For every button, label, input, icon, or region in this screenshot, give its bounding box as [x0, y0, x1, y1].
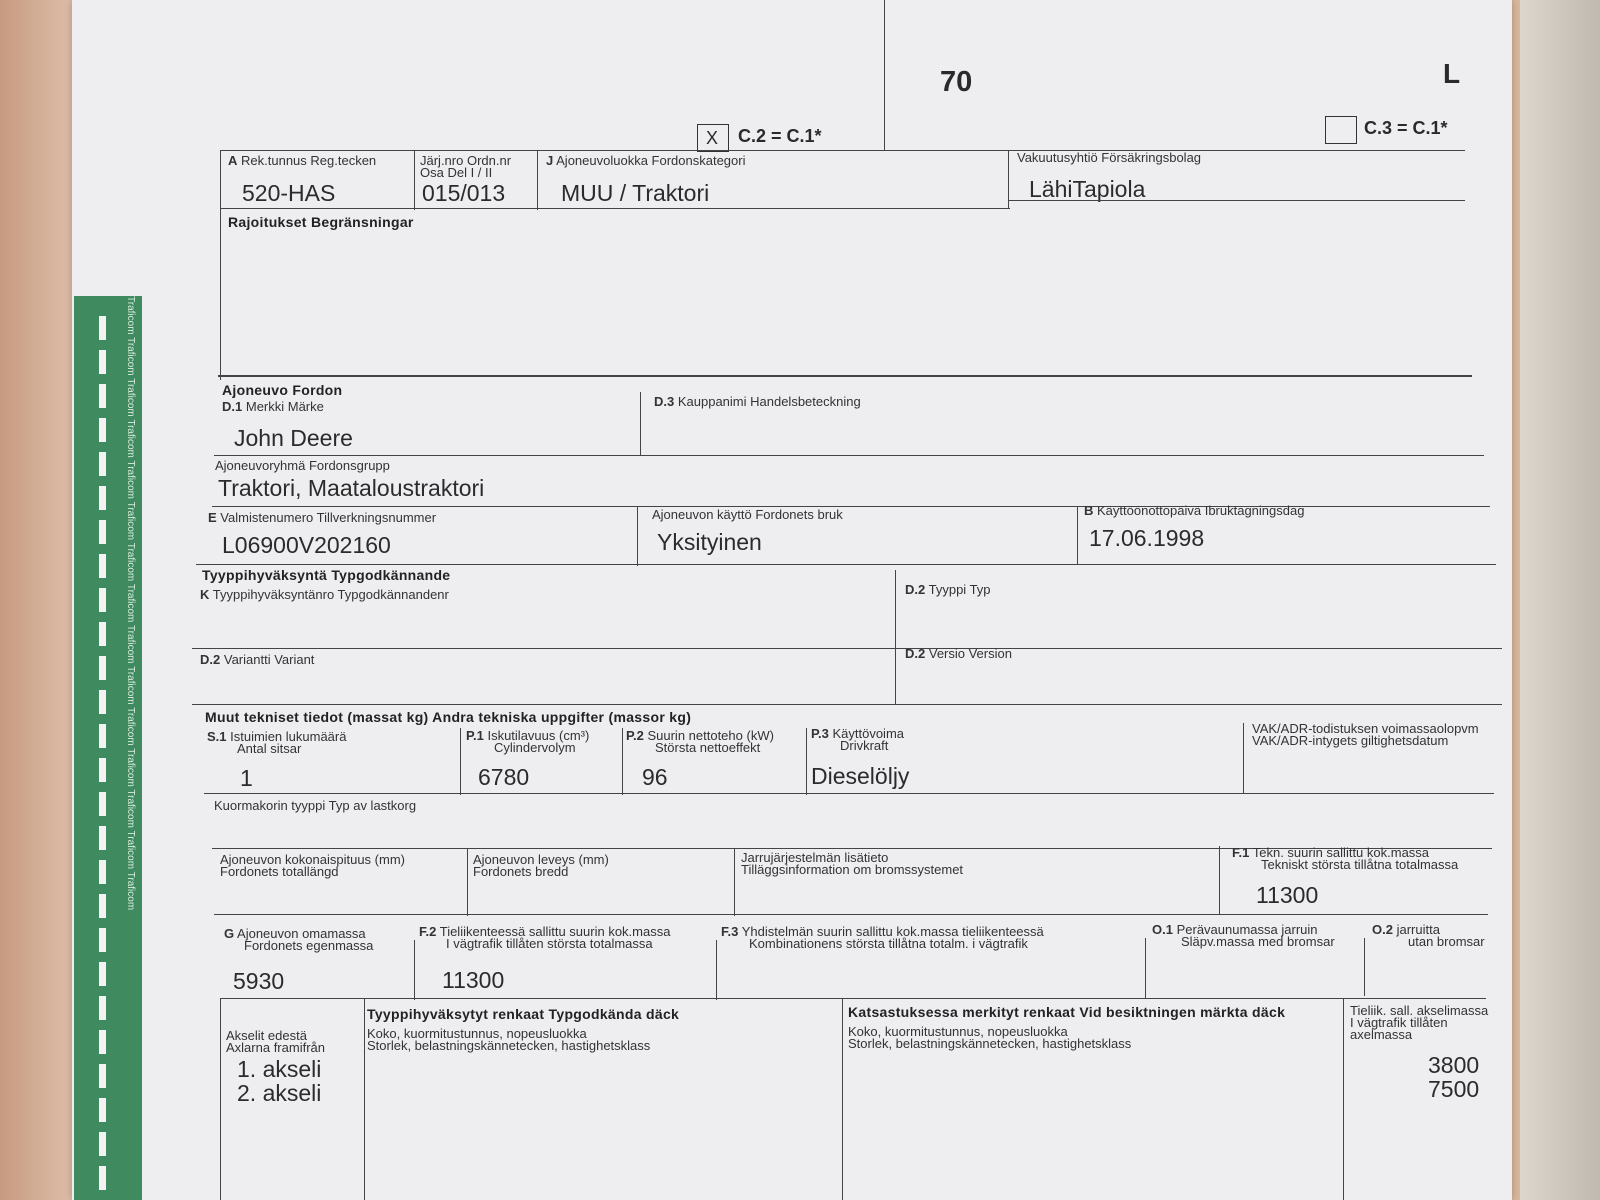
c3-label: C.3 = C.1*: [1364, 118, 1448, 138]
displacement-label-1: Iskutilavuus (cm³): [487, 728, 590, 743]
approval-number-label-text: Tyyppihyväksyntänro Typgodkännandenr: [212, 587, 449, 602]
approved-tires-label-2: Storlek, belastningskännetecken, hastighetsklass: [367, 1038, 651, 1053]
make-label: [222, 401, 324, 413]
insurer-label: Vakuutusyhtiö Försäkringsbolag: [1017, 150, 1202, 165]
f3-code: F.3: [721, 924, 739, 939]
technical-line-4: [220, 998, 1486, 999]
length-divider: [467, 848, 468, 916]
mass-divider: [414, 940, 415, 1000]
displacement-value: 6780: [478, 764, 530, 790]
variant-label-text: Variantti Variant: [223, 652, 315, 667]
axles-divider: [364, 998, 365, 1200]
seats-divider: [460, 728, 461, 795]
inspected-tires-title: Katsastuksessa merkityt renkaat Vid besiktningen märkta däck: [848, 1004, 1286, 1020]
f2-label-1: Tieliikenteessä sallittu suurin kok.massa: [439, 924, 671, 939]
f2-value: 11300: [442, 967, 505, 993]
reg-label-text: Rek.tunnus Reg.tecken: [241, 153, 377, 168]
restrictions-bottom-line: [218, 375, 1472, 377]
length-label-1: Ajoneuvon kokonaispituus (mm): [220, 852, 405, 867]
row1-bottom-line: [220, 208, 1010, 209]
use-divider: [1077, 506, 1078, 564]
first-use-code: B: [1084, 503, 1094, 518]
category-label: [546, 155, 745, 167]
stripe-dash: [99, 758, 106, 782]
stripe-dash: [99, 894, 106, 918]
mass-value: 5930: [233, 968, 285, 994]
brake-label-1: Jarrujärjestelmän lisätieto: [741, 850, 889, 865]
fuel-divider: [1243, 723, 1244, 793]
brake-label-2: Tilläggsinformation om bromssystemet: [741, 862, 964, 877]
row1-bottom-line-right: [1008, 200, 1465, 201]
stripe-dash: [99, 622, 106, 646]
type-label-text: Tyyppi Typ: [928, 582, 991, 597]
restrictions-title: Rajoitukset Begränsningar: [228, 214, 414, 230]
row1-top-line: [220, 150, 1465, 151]
use-label: Ajoneuvon käyttö Fordonets bruk: [652, 507, 843, 522]
displacement-label-2: Cylindervolym: [494, 740, 576, 755]
stripe-dash: [99, 1132, 106, 1156]
f3-divider: [1145, 938, 1146, 998]
mass-label-2: Fordonets egenmassa: [244, 938, 374, 953]
f1-value: 11300: [1256, 882, 1319, 908]
ordn-label-1: Järj.nro Ordn.nr: [420, 153, 512, 168]
background-right: [1520, 0, 1600, 1200]
reg-code: A: [228, 153, 238, 168]
power-value: 96: [642, 764, 668, 790]
make-bottom-line: [214, 455, 1484, 456]
technical-line-3: [214, 914, 1488, 915]
axles-label-2: Axlarna framifrån: [226, 1040, 325, 1055]
f1-label-1: Tekn. suurin sallittu kok.massa: [1252, 845, 1430, 860]
stripe-dash: [99, 1030, 106, 1054]
f3-label-2: Kombinationens största tillåtna totalm. i vägtrafik: [749, 936, 1028, 951]
vin-label: [208, 512, 436, 524]
stripe-dash: [99, 554, 106, 578]
o2-label-2: utan bromsar: [1408, 934, 1485, 949]
length-label-2: Fordonets totallängd: [220, 864, 339, 879]
brake-divider: [1219, 846, 1220, 914]
displacement-divider: [622, 728, 623, 795]
approval-line-2: [192, 704, 1502, 705]
vin-label-text: Valmistenumero Tillverkningsnummer: [220, 510, 437, 525]
approval-number-code: K: [200, 587, 210, 602]
version-code: D.2: [905, 646, 926, 661]
f1-label-2: Tekniskt största tillåtna totalmassa: [1261, 857, 1459, 872]
stripe-dash: [99, 690, 106, 714]
o1-label-2: Släpv.massa med bromsar: [1181, 934, 1335, 949]
power-label-2: Största nettoeffekt: [655, 740, 761, 755]
body-type-label: Kuormakorin tyyppi Typ av lastkorg: [214, 798, 417, 813]
stripe-dash: [99, 520, 106, 544]
stripe-dash: [99, 486, 106, 510]
tradename-label-text: Kauppanimi Handelsbeteckning: [677, 394, 861, 409]
stripe-dash: [99, 1098, 106, 1122]
f1-code: F.1: [1232, 845, 1250, 860]
approved-tires-divider: [842, 998, 843, 1200]
inspected-tires-label-2: Storlek, belastningskännetecken, hastighetsklass: [848, 1036, 1132, 1051]
axle-1: 1. akseli: [237, 1056, 322, 1082]
row1-div-2: [537, 150, 538, 210]
left-border: [220, 150, 221, 380]
first-use-label: [1084, 505, 1304, 517]
make-label-text: Merkki Märke: [245, 399, 324, 414]
o1-label-1: Perävaunumassa jarruin: [1176, 922, 1318, 937]
c3-checkbox[interactable]: [1325, 116, 1357, 144]
width-divider: [734, 848, 735, 916]
approval-line-1: [192, 648, 1502, 649]
f3-label-1: Yhdistelmän suurin sallittu kok.massa tieliikenteessä: [741, 924, 1044, 939]
approval-number-label: [200, 589, 449, 601]
c2-checkbox[interactable]: [697, 124, 729, 152]
width-label-2: Fordonets bredd: [473, 864, 569, 879]
c2-checkbox-mark: X: [706, 128, 719, 148]
fuel-value: Dieselöljy: [811, 763, 910, 789]
group-value: Traktori, Maataloustraktori: [218, 475, 485, 501]
stripe-dash: [99, 860, 106, 884]
approved-tires-title: Tyyppihyväksytyt renkaat Typgodkända däck: [367, 1006, 680, 1022]
stripe-dash: [99, 928, 106, 952]
stripe-dash: [99, 384, 106, 408]
stripe-dash: [99, 826, 106, 850]
axle-mass-2: 7500: [1428, 1076, 1480, 1102]
category-label-text: Ajoneuvoluokka Fordonskategori: [556, 153, 746, 168]
width-label-1: Ajoneuvon leveys (mm): [473, 852, 609, 867]
vak-label-2: VAK/ADR-intygets giltighetsdatum: [1252, 733, 1449, 748]
tradename-label: [654, 396, 861, 408]
form-letter: L: [1443, 58, 1461, 89]
fuel-code: P.3: [811, 726, 829, 741]
displacement-code: P.1: [466, 728, 484, 743]
technical-line-1: [204, 793, 1494, 794]
make-value: John Deere: [234, 425, 353, 451]
make-code: D.1: [222, 399, 243, 414]
mass-code: G: [224, 926, 235, 941]
first-use-value: 17.06.1998: [1089, 525, 1205, 551]
category-value: MUU / Traktori: [561, 180, 710, 206]
f2-code: F.2: [419, 924, 437, 939]
stripe-dash: [99, 724, 106, 748]
approved-tires-label-1: Koko, kuormitustunnus, nopeusluokka: [367, 1026, 587, 1041]
group-label: Ajoneuvoryhmä Fordonsgrupp: [215, 458, 390, 473]
axles-label-1: Akselit edestä: [226, 1028, 307, 1043]
top-divider: [884, 0, 885, 150]
fuel-label-2: Drivkraft: [840, 738, 889, 753]
vehicle-title: Ajoneuvo Fordon: [222, 382, 343, 398]
ordn-value: 015/013: [422, 180, 506, 206]
type-label: [905, 584, 991, 596]
inspected-tires-label-1: Koko, kuormitustunnus, nopeusluokka: [848, 1024, 1068, 1039]
reg-value: 520-HAS: [242, 180, 336, 206]
stripe-dash: [99, 452, 106, 476]
row1-div-1: [414, 150, 415, 210]
vin-value: L06900V202160: [222, 532, 391, 558]
o2-code: O.2: [1372, 922, 1393, 937]
use-value: Yksityinen: [657, 529, 762, 555]
o1-code: O.1: [1152, 922, 1173, 937]
technical-title: Muut tekniset tiedot (massat kg) Andra tekniska uppgifter (massor kg): [205, 709, 692, 725]
version-label-text: Versio Version: [928, 646, 1012, 661]
stripe-dash: [99, 418, 106, 442]
stripe-dash: [99, 1064, 106, 1088]
stripe-dash: [99, 350, 106, 374]
version-label: [905, 648, 1012, 660]
tires-left-border: [220, 998, 221, 1200]
c2-label: C.2 = C.1*: [738, 126, 822, 146]
stripe-dash: [99, 316, 106, 340]
tradename-code: D.3: [654, 394, 675, 409]
vak-label-1: VAK/ADR-todistuksen voimassaolopvm: [1252, 721, 1479, 736]
vin-code: E: [208, 510, 217, 525]
reg-label: [228, 155, 376, 167]
category-code: J: [546, 153, 554, 168]
axle-2: 2. akseli: [237, 1080, 322, 1106]
seats-label-1: Istuimien lukumäärä: [230, 729, 347, 744]
approval-divider: [895, 570, 896, 705]
stripe-dash: [99, 1166, 106, 1190]
axle-mass-label-1: Tieliik. sall. akselimassa: [1350, 1003, 1489, 1018]
seats-code: S.1: [207, 729, 227, 744]
make-divider: [640, 392, 641, 456]
mass-label-1: Ajoneuvon omamassa: [237, 926, 366, 941]
axle-mass-label-2: I vägtrafik tillåten: [1350, 1015, 1448, 1030]
power-label-1: Suurin nettoteho (kW): [647, 728, 774, 743]
axle-mass-1: 3800: [1428, 1052, 1480, 1078]
variant-code: D.2: [200, 652, 221, 667]
vin-divider: [637, 506, 638, 566]
o1-divider: [1364, 938, 1365, 996]
o2-label-1: jarruitta: [1396, 922, 1440, 937]
seats-value: 1: [240, 765, 253, 791]
axle-mass-label-3: axelmassa: [1350, 1027, 1413, 1042]
stripe-dash: [99, 792, 106, 816]
insurer-value: LähiTapiola: [1029, 176, 1146, 202]
power-divider: [806, 728, 807, 795]
vin-bottom-line: [196, 564, 1496, 565]
stripe-dash: [99, 588, 106, 612]
fuel-label-1: Käyttövoima: [832, 726, 905, 741]
inspected-tires-divider: [1343, 998, 1344, 1200]
stripe-dash: [99, 996, 106, 1020]
seats-label-2: Antal sitsar: [237, 741, 302, 756]
f2-label-2: I vägtrafik tillåten största totalmassa: [446, 936, 653, 951]
stripe-dash: [99, 656, 106, 680]
ordn-label-2: Osa Del I / II: [420, 165, 493, 180]
stripe-dash: [99, 962, 106, 986]
variant-label: [200, 654, 314, 666]
stripe-text: Traficom Traficom Traficom Traficom Traficom Traficom Traficom Traficom Traficom Traficom Traficom Traficom Traficom Traficom Traficom: [125, 296, 136, 911]
f2-divider: [716, 940, 717, 1000]
power-code: P.2: [626, 728, 644, 743]
type-approval-title: Tyyppihyväksyntä Typgodkännande: [202, 567, 451, 583]
first-use-label-text: Käyttöönottopäivä Ibruktagningsdag: [1097, 503, 1305, 518]
form-number: 70: [940, 66, 973, 98]
type-code: D.2: [905, 582, 926, 597]
